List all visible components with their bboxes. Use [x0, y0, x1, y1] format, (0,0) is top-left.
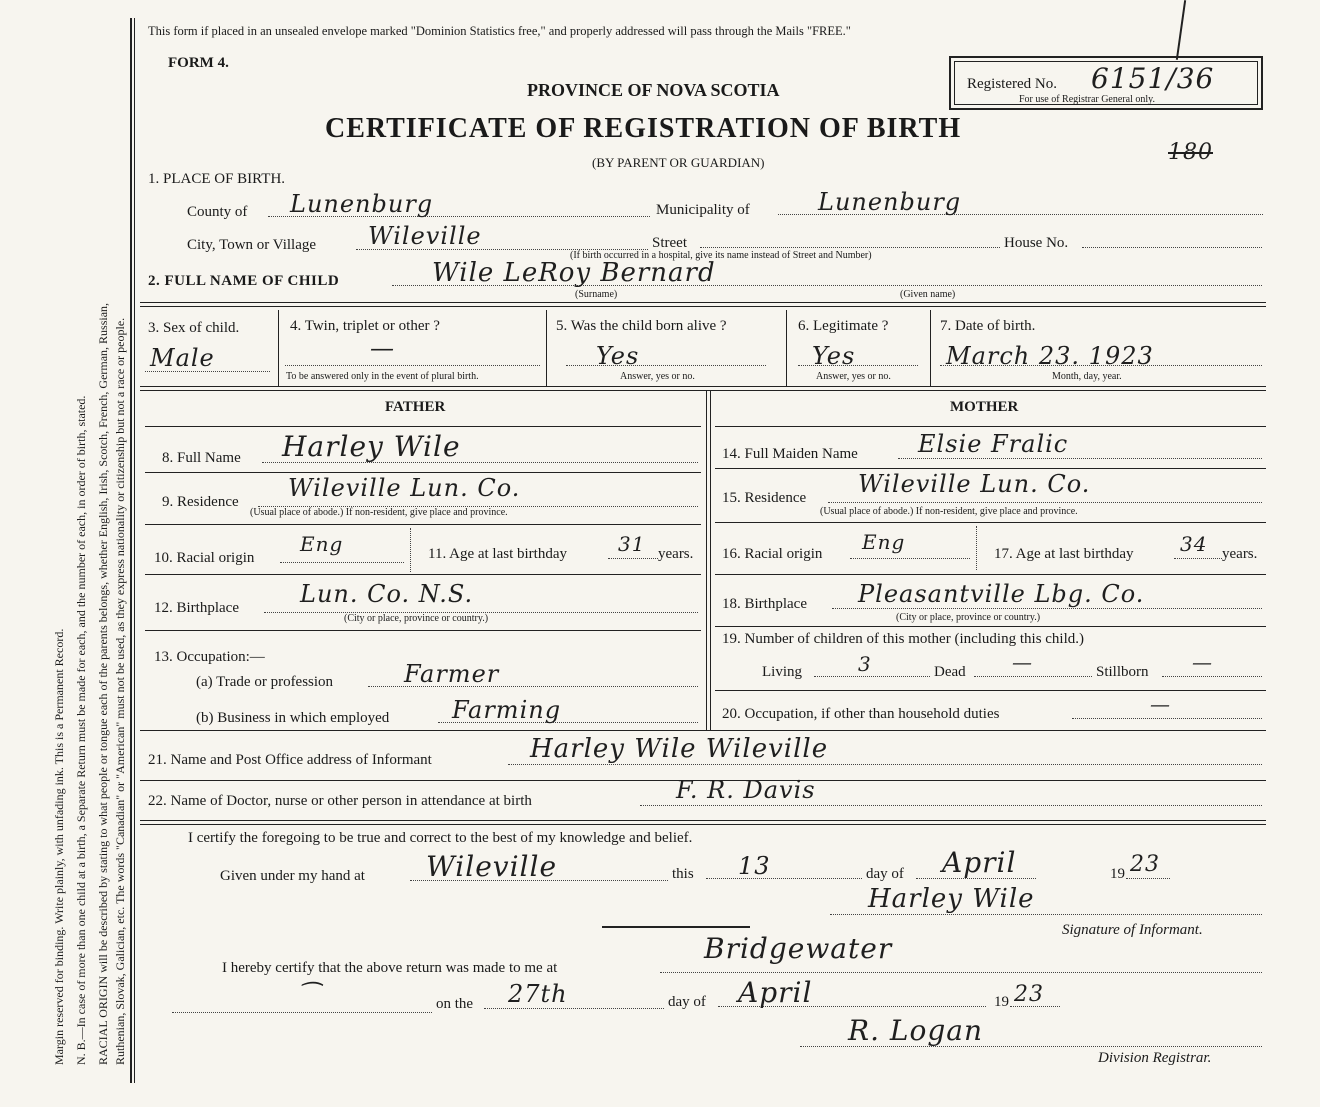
mother-racial-value: Eng — [862, 530, 906, 554]
day-value: 13 — [738, 852, 771, 880]
given-place-value: Wileville — [426, 850, 558, 883]
sex-line — [145, 371, 270, 372]
municipality-value: Lunenburg — [818, 188, 962, 216]
mother-racial-divider — [976, 526, 977, 570]
certification-statement: I certify the foregoing to be true and correct to the best of my knowledge and belief. — [188, 830, 693, 846]
father-age-value: 31 — [618, 532, 646, 556]
father-row9-line — [145, 524, 701, 525]
father-mother-divider-2 — [710, 390, 711, 730]
registrar-signature-line — [800, 1046, 1262, 1047]
father-trade-value: Farmer — [404, 660, 500, 688]
year-prefix: 19 — [1110, 866, 1125, 882]
informant-signature-line — [830, 914, 1262, 915]
hospital-note: (If birth occurred in a hospital, give its name instead of Street and Number) — [570, 250, 872, 261]
alive-label: 5. Was the child born alive ? — [556, 318, 727, 334]
stillborn-line — [1162, 676, 1262, 677]
this-label: this — [672, 866, 694, 882]
registrar-note: For use of Registrar General only. — [1019, 94, 1155, 105]
registrar-year-prefix: 19 — [994, 994, 1009, 1010]
alive-note: Answer, yes or no. — [620, 371, 695, 382]
mother-age-value: 34 — [1180, 532, 1208, 556]
on-the-label: on the — [436, 996, 474, 1012]
year-line — [1126, 878, 1170, 879]
mother-birthplace-note: (City or place, province or country.) — [896, 612, 1041, 623]
child-name-value: Wile LeRoy Bernard — [432, 258, 716, 288]
father-heading: FATHER — [385, 399, 446, 415]
signature-caption: Signature of Informant. — [1062, 922, 1203, 938]
divider-row7-1 — [140, 386, 1266, 387]
margin-note-nationality: Ruthenian, Slovak, Galician, etc. The words "Canadian" or "American" must not be used, as they express nationality or citizenship but not a race or people. — [113, 317, 127, 1065]
informant-value: Harley Wile Wileville — [530, 734, 829, 764]
mother-occupation-line — [1072, 718, 1262, 719]
mother-occupation-value: — — [1150, 692, 1171, 716]
mother-row19-line — [715, 690, 1266, 691]
father-racial-divider — [410, 528, 411, 572]
father-birthplace-value: Lun. Co. N.S. — [300, 580, 474, 608]
mother-racial-line — [850, 558, 970, 559]
dob-value: March 23. 1923 — [946, 342, 1154, 370]
registrar-day-of-label: day of — [668, 994, 706, 1010]
registered-label: Registered No. — [967, 76, 1057, 92]
father-name-value: Harley Wile — [282, 430, 461, 463]
house-number-label: House No. — [1004, 235, 1069, 251]
registrar-statement: I hereby certify that the above return was made to me at — [222, 960, 558, 976]
father-racial-line — [280, 562, 404, 563]
form-number: FORM 4. — [168, 55, 229, 71]
mother-row14-line — [715, 468, 1266, 469]
doctor-row-line-2 — [140, 824, 1266, 825]
father-birthplace-label: 12. Birthplace — [154, 600, 239, 616]
father-age-label: 11. Age at last birthday — [428, 546, 567, 562]
divider-top-1 — [140, 302, 1266, 303]
divider-row7-2 — [140, 390, 1266, 391]
dob-line — [940, 365, 1262, 366]
father-racial-label: 10. Racial origin — [154, 550, 255, 566]
mother-row15-line — [715, 522, 1266, 523]
registrar-day-line — [484, 1008, 664, 1009]
city-label: City, Town or Village — [187, 237, 317, 253]
father-age-suffix: years. — [658, 546, 694, 562]
twin-note: To be answered only in the event of plural birth. — [286, 371, 479, 382]
twin-line — [285, 365, 540, 366]
doctor-label: 22. Name of Doctor, nurse or other person in attendance at birth — [148, 793, 532, 809]
certificate-title: CERTIFICATE OF REGISTRATION OF BIRTH — [325, 113, 962, 144]
mother-name-label: 14. Full Maiden Name — [722, 446, 858, 462]
registrar-caption: Division Registrar. — [1098, 1050, 1212, 1066]
pen-mark — [1176, 0, 1186, 60]
given-under-label: Given under my hand at — [220, 868, 365, 884]
parents-bottom-line — [140, 730, 1266, 731]
sex-value: Male — [150, 344, 215, 372]
registrar-year-value: 23 — [1014, 982, 1044, 1007]
father-age-line — [608, 558, 658, 559]
mother-row18-line — [715, 626, 1266, 627]
informant-signature: Harley Wile — [868, 884, 1035, 914]
registrar-month-value: April — [738, 976, 813, 1009]
margin-note-racial-origin: RACIAL ORIGIN will be described by stating to what people or tongue each of the parents belongs, whether English, Irish, Scotch, French, German, Russian, — [96, 302, 110, 1065]
doctor-value: F. R. Davis — [676, 776, 816, 804]
certificate-subtitle: (BY PARENT OR GUARDIAN) — [592, 155, 765, 170]
father-mother-divider — [706, 390, 707, 730]
father-racial-value: Eng — [300, 532, 344, 556]
father-row12-line — [145, 630, 701, 631]
struck-number: 180 — [1168, 140, 1213, 165]
informant-label: 21. Name and Post Office address of Informant — [148, 752, 432, 768]
father-residence-note: (Usual place of abode.) If non-resident, give place and province. — [250, 507, 508, 518]
frame-line-left-inner — [134, 18, 135, 1083]
father-birthplace-note: (City or place, province or country.) — [344, 613, 489, 624]
margin-note-multiple-births: N. B.—In case of more than one child at a birth, a Separate Return must be made for each, and the number of each, in order of birth, stated. — [74, 395, 88, 1065]
father-residence-value: Wileville Lun. Co. — [288, 474, 521, 502]
county-label: County of — [187, 204, 248, 220]
short-separator — [602, 926, 750, 928]
child-name-label: 2. FULL NAME OF CHILD — [148, 273, 340, 289]
city-value: Wileville — [368, 222, 482, 250]
father-row8-line — [145, 472, 701, 473]
day-line — [706, 878, 862, 879]
father-row10-line — [145, 574, 701, 575]
given-name-note: (Given name) — [900, 289, 956, 300]
street-line — [700, 247, 1000, 248]
mother-residence-line — [828, 502, 1262, 503]
mother-birthplace-line — [832, 608, 1262, 609]
living-value: 3 — [858, 652, 872, 676]
registrar-place-value: Bridgewater — [704, 932, 893, 965]
mother-occupation-label: 20. Occupation, if other than household duties — [722, 706, 1000, 722]
twin-value: — — [370, 334, 395, 362]
mother-residence-value: Wileville Lun. Co. — [858, 470, 1091, 498]
registered-number-box — [949, 56, 1263, 110]
living-line — [814, 676, 930, 677]
stillborn-value: — — [1192, 650, 1213, 674]
mother-age-line — [1174, 558, 1222, 559]
dob-label: 7. Date of birth. — [940, 318, 1036, 334]
dead-value: — — [1012, 650, 1033, 674]
registered-value: 6151/36 — [1091, 62, 1215, 95]
mother-heading: MOTHER — [950, 399, 1019, 415]
father-trade-label: (a) Trade or profession — [196, 674, 334, 690]
mother-heading-line — [715, 426, 1266, 427]
living-label: Living — [762, 664, 802, 680]
legitimate-label: 6. Legitimate ? — [798, 318, 889, 334]
divider-v-4-5 — [546, 310, 547, 386]
mother-residence-label: 15. Residence — [722, 490, 807, 506]
legitimate-line — [798, 365, 918, 366]
father-name-label: 8. Full Name — [162, 450, 241, 466]
alive-value: Yes — [596, 342, 640, 370]
divider-v-3-4 — [278, 310, 279, 386]
registrar-blank-line — [172, 1012, 432, 1013]
mother-birthplace-label: 18. Birthplace — [722, 596, 807, 612]
postal-notice: This form if placed in an unsealed envelope marked "Dominion Statistics free," and properly addressed will pass through the Mails "FREE." — [148, 24, 851, 38]
divider-v-5-6 — [786, 310, 787, 386]
mother-row16-line — [715, 574, 1266, 575]
legitimate-value: Yes — [812, 342, 856, 370]
registrar-day-value: 27th — [508, 980, 568, 1008]
year-value: 23 — [1130, 852, 1160, 877]
day-of-label: day of — [866, 866, 904, 882]
mother-name-line — [898, 458, 1262, 459]
father-heading-line — [145, 426, 701, 427]
doctor-row-line-1 — [140, 820, 1266, 821]
province-heading: PROVINCE OF NOVA SCOTIA — [527, 80, 780, 100]
alive-line — [566, 365, 766, 366]
mother-children-label: 19. Number of children of this mother (including this child.) — [722, 631, 1085, 647]
legitimate-note: Answer, yes or no. — [816, 371, 891, 382]
sex-label: 3. Sex of child. — [148, 320, 240, 336]
mother-age-suffix: years. — [1222, 546, 1258, 562]
street-label: Street — [652, 235, 687, 251]
father-occupation-label: 13. Occupation:— — [154, 649, 265, 665]
month-value: April — [942, 846, 1017, 879]
margin-note-binding: Margin reserved for binding. Write plainly, with unfading ink. This is a Permanent Record. — [52, 628, 66, 1065]
father-business-label: (b) Business in which employed — [196, 710, 390, 726]
municipality-label: Municipality of — [656, 202, 750, 218]
registrar-year-line — [1010, 1006, 1060, 1007]
mother-name-value: Elsie Fralic — [918, 430, 1069, 458]
mother-racial-label: 16. Racial origin — [722, 546, 823, 562]
divider-top-2 — [140, 306, 1266, 307]
informant-line — [508, 764, 1262, 765]
father-business-value: Farming — [452, 696, 562, 724]
dob-note: Month, day, year. — [1052, 371, 1122, 382]
registrar-signature: R. Logan — [848, 1014, 983, 1047]
mother-residence-note: (Usual place of abode.) If non-resident, give place and province. — [820, 506, 1078, 517]
mother-birthplace-value: Pleasantville Lbg. Co. — [858, 580, 1145, 608]
place-of-birth-heading: 1. PLACE OF BIRTH. — [148, 171, 286, 187]
dead-label: Dead — [934, 664, 966, 680]
divider-v-6-7 — [930, 310, 931, 386]
registrar-place-line — [660, 972, 1262, 973]
registrar-dash: ⁀ — [298, 982, 319, 1010]
stillborn-label: Stillborn — [1096, 664, 1149, 680]
father-residence-label: 9. Residence — [162, 494, 239, 510]
mother-age-label: 17. Age at last birthday — [994, 546, 1134, 562]
house-number-line — [1082, 247, 1262, 248]
doctor-line — [640, 805, 1262, 806]
frame-line-left — [130, 18, 132, 1083]
twin-label: 4. Twin, triplet or other ? — [290, 318, 440, 334]
dead-line — [974, 676, 1092, 677]
surname-note: (Surname) — [575, 289, 618, 300]
county-value: Lunenburg — [290, 190, 434, 218]
